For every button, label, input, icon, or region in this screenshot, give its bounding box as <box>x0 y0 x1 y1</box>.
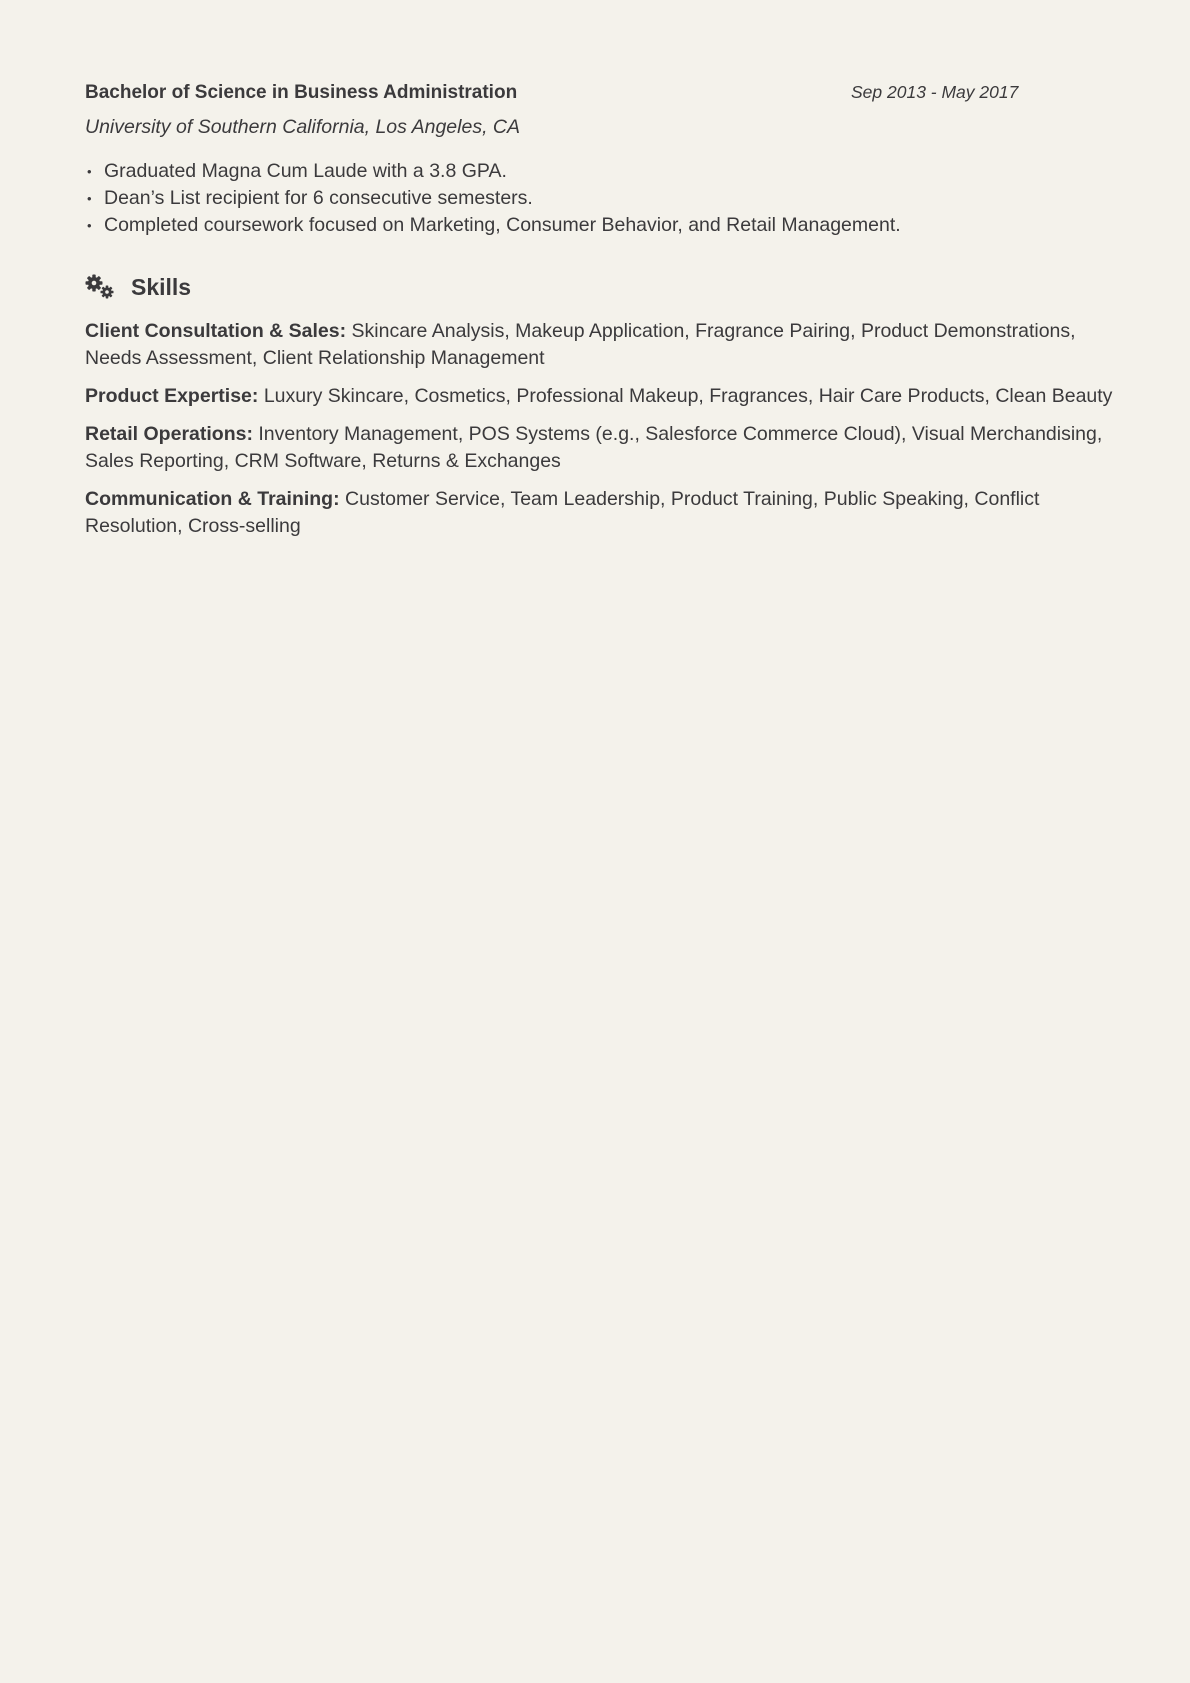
section-title: Skills <box>131 274 192 300</box>
skill-group-label: Product Expertise: <box>85 385 259 407</box>
skill-group-label: Communication & Training: <box>85 488 340 510</box>
list-item: • Completed coursework focused on Marketing, Consumer Behavior, and Retail Management. <box>87 214 901 236</box>
degree-title: Bachelor of Science in Business Administration <box>85 82 518 103</box>
skill-group-items: Customer Service, Team Leadership, Product Training, Public Speaking, Conflict Resolution, Cross-selling <box>85 488 1040 537</box>
resume-page <box>85 0 1113 540</box>
skill-group <box>85 318 1115 372</box>
skills-list <box>85 318 1115 540</box>
school-name: University of Southern California, Los Angeles, CA <box>85 116 520 138</box>
skill-group-items: Inventory Management, POS Systems (e.g., Salesforce Commerce Cloud), Visual Merchandising, Sales Reporting, CRM Software, Returns & Exchanges <box>85 423 1103 472</box>
skill-group <box>85 421 1115 475</box>
skill-group-items: Skincare Analysis, Makeup Application, Fragrance Pairing, Product Demonstrations, Needs Assessment, Client Relationship Management <box>85 320 1076 369</box>
education-entry <box>85 0 1105 239</box>
skills-heading <box>85 270 1105 304</box>
skill-group-items: Luxury Skincare, Cosmetics, Professional Makeup, Fragrances, Hair Care Products, Clean Beauty <box>263 385 1113 407</box>
skill-group-label: Client Consultation & Sales: <box>85 320 347 342</box>
skill-group <box>85 486 1115 540</box>
list-item: • Dean’s List recipient for 6 consecutive semesters. <box>87 187 533 209</box>
skill-group <box>85 383 1115 410</box>
skill-group-label: Retail Operations: <box>85 423 253 445</box>
list-item: • Graduated Magna Cum Laude with a 3.8 GPA. <box>87 160 507 182</box>
gears-icon <box>85 274 115 300</box>
education-dates: Sep 2013 - May 2017 <box>851 82 1019 102</box>
education-highlights <box>85 158 1105 239</box>
